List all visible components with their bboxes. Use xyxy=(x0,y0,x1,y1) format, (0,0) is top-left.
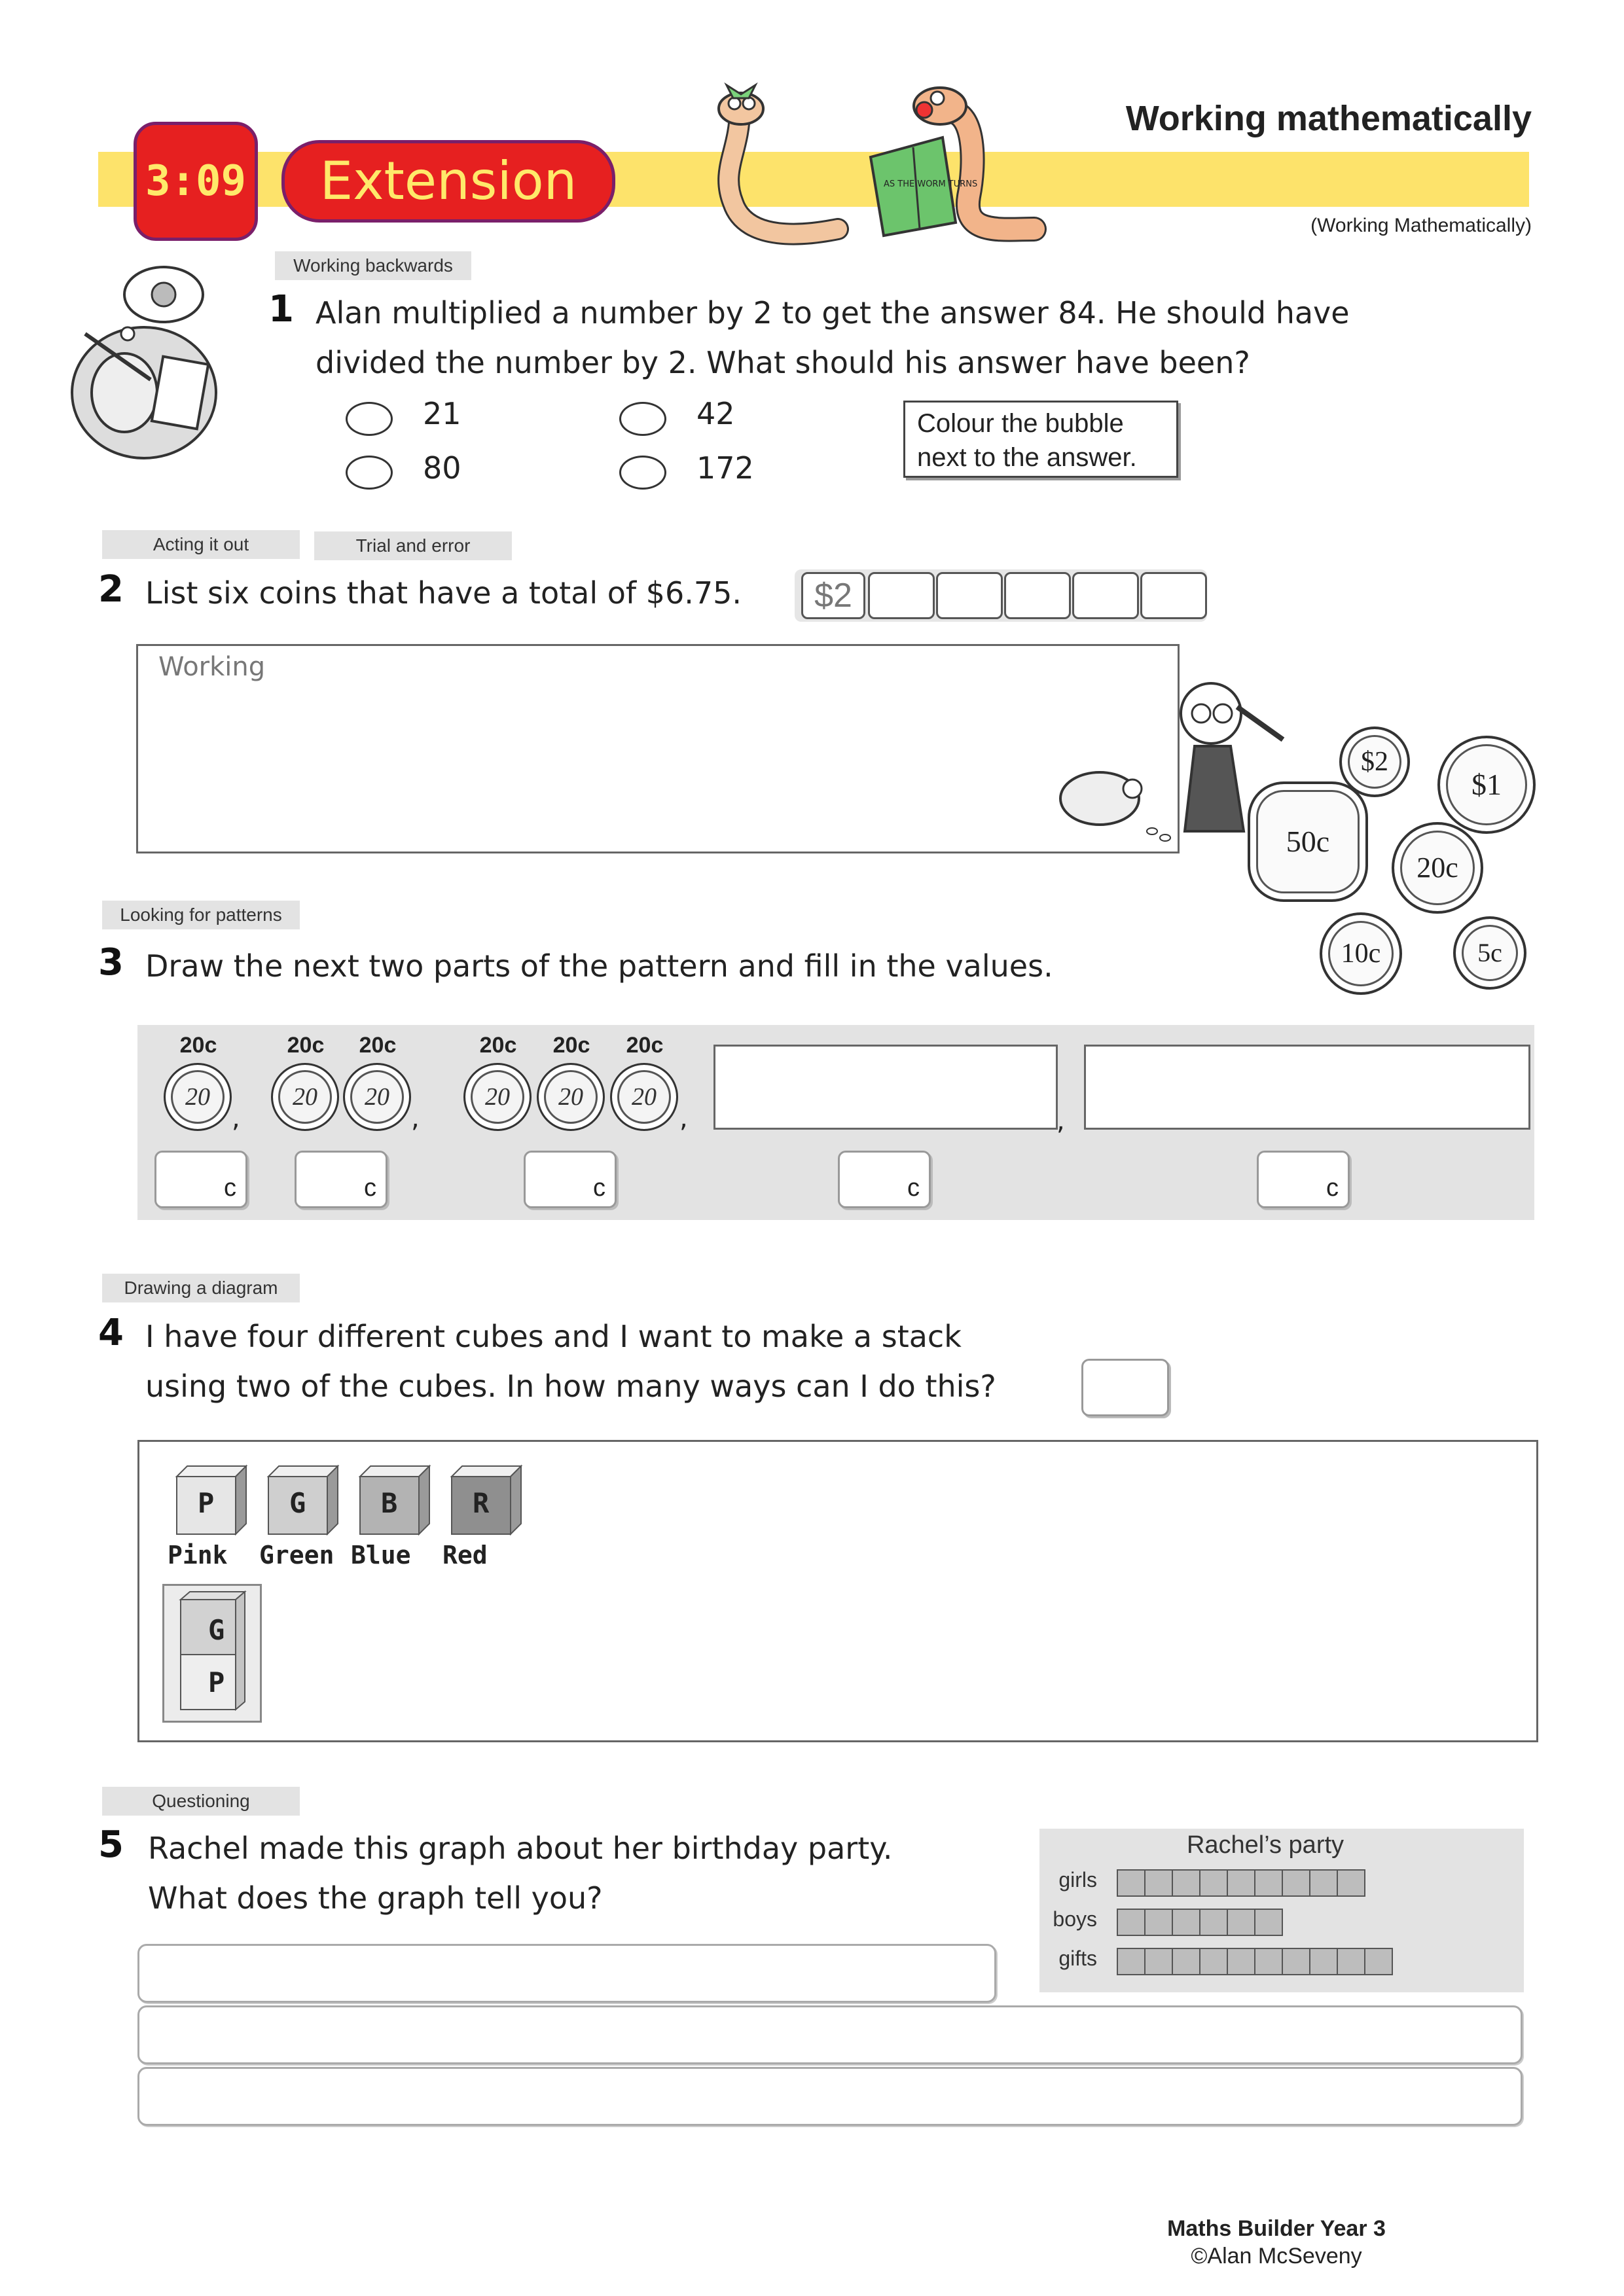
coin-answer-box[interactable] xyxy=(936,572,1003,619)
graph-bar-unit xyxy=(1364,1948,1393,1975)
book-cover-text: AS THE WORM TURNS xyxy=(884,179,978,189)
question-text: using two of the cubes. In how many ways can I do this? xyxy=(145,1369,996,1404)
graph-bar-unit xyxy=(1227,1869,1255,1897)
cent-unit: c xyxy=(593,1174,605,1202)
strategy-tag: Drawing a diagram xyxy=(102,1274,300,1302)
instruction-hint-box xyxy=(903,401,1178,478)
coin-20c-icon: 20 xyxy=(537,1063,605,1131)
cube-name: Green xyxy=(259,1541,334,1570)
answer-option: 172 xyxy=(696,450,754,486)
cent-unit: c xyxy=(1326,1174,1339,1202)
graph-bar-unit xyxy=(1172,1909,1200,1936)
answer-line[interactable] xyxy=(137,2005,1523,2064)
cube-letter: R xyxy=(473,1487,490,1519)
question-text: divided the number by 2. What should his answer have been? xyxy=(316,345,1250,380)
pattern-separator: , xyxy=(1056,1106,1065,1136)
question-text: What does the graph tell you? xyxy=(148,1880,603,1916)
cube-name: Blue xyxy=(351,1541,411,1570)
cent-unit: c xyxy=(224,1174,236,1202)
coin-label: 20c xyxy=(626,1033,664,1058)
coin-20c-icon: 20 xyxy=(271,1063,339,1131)
cube-letter: B xyxy=(381,1487,398,1519)
graph-bar-unit xyxy=(1144,1948,1173,1975)
graph-bar-unit xyxy=(1144,1869,1173,1897)
coin-answer-box[interactable] xyxy=(868,572,935,619)
pattern-separator: , xyxy=(232,1103,240,1134)
cube-name: Red xyxy=(442,1541,488,1570)
answer-option: 42 xyxy=(696,396,735,431)
graph-bar-unit xyxy=(1254,1909,1283,1936)
coin-50-cent: 50c xyxy=(1248,781,1368,902)
answer-line[interactable] xyxy=(137,1944,996,2003)
pattern-draw-box[interactable] xyxy=(713,1045,1058,1130)
graph-bar-unit xyxy=(1199,1869,1228,1897)
ways-answer-box[interactable] xyxy=(1081,1359,1169,1416)
coin-label: 20c xyxy=(359,1033,397,1058)
graph-category-label: girls xyxy=(1058,1868,1097,1892)
graph-bar-unit xyxy=(1117,1869,1146,1897)
hint-line: Colour the bubble xyxy=(917,409,1124,438)
diagram-area[interactable] xyxy=(137,1440,1538,1742)
working-area[interactable] xyxy=(136,644,1180,853)
value-answer-box[interactable] xyxy=(295,1151,388,1208)
page-title: Extension xyxy=(281,140,615,223)
cube-letter: P xyxy=(198,1487,215,1519)
coin-answer-box[interactable] xyxy=(1004,572,1071,619)
cent-unit: c xyxy=(364,1174,376,1202)
strategy-tag: Looking for patterns xyxy=(102,901,300,929)
stack-cube-letter: G xyxy=(208,1614,225,1646)
value-answer-box[interactable] xyxy=(1257,1151,1350,1208)
question-number: 4 xyxy=(98,1312,124,1354)
coin-label: 20c xyxy=(179,1033,217,1058)
coin-20c-icon: 20 xyxy=(164,1063,232,1131)
answer-bubble[interactable] xyxy=(346,402,393,436)
graph-bar-unit xyxy=(1117,1948,1146,1975)
question-text: Alan multiplied a number by 2 to get the answer 84. He should have xyxy=(316,295,1350,331)
worm-mascot-illustration xyxy=(694,72,1060,249)
footer-book-title: Maths Builder Year 3 xyxy=(1167,2216,1386,2241)
coin-20c-icon: 20 xyxy=(463,1063,532,1131)
answer-bubble[interactable] xyxy=(619,402,666,436)
thinking-character-illustration xyxy=(46,262,236,465)
value-answer-box[interactable] xyxy=(154,1151,247,1208)
graph-bar-unit xyxy=(1199,1909,1228,1936)
coin-20-cent: 20c xyxy=(1392,822,1483,914)
coin-20c-icon: 20 xyxy=(610,1063,678,1131)
graph-title: Rachel’s party xyxy=(1186,1831,1344,1859)
pattern-separator: , xyxy=(679,1103,688,1134)
graph-bar-unit xyxy=(1199,1948,1228,1975)
graph-bar-unit xyxy=(1227,1909,1255,1936)
question-number: 1 xyxy=(268,288,294,331)
graph-bar-unit xyxy=(1254,1869,1283,1897)
strategy-tag: Working backwards xyxy=(275,251,471,280)
strategy-tag: Questioning xyxy=(102,1787,300,1816)
graph-bar-unit xyxy=(1309,1869,1338,1897)
coin-label: 20c xyxy=(479,1033,517,1058)
section-number-badge: 3:09 xyxy=(134,122,258,241)
answer-line[interactable] xyxy=(137,2067,1523,2126)
graph-category-label: gifts xyxy=(1058,1946,1097,1970)
cube-name: Pink xyxy=(168,1541,228,1570)
working-label: Working xyxy=(158,652,266,682)
coin-answer-box[interactable] xyxy=(1140,572,1207,619)
pattern-separator: , xyxy=(411,1103,420,1134)
coin-20c-icon: 20 xyxy=(343,1063,411,1131)
answer-option: 80 xyxy=(423,450,461,486)
graph-bar-unit xyxy=(1144,1909,1173,1936)
coin-5-cent: 5c xyxy=(1453,916,1526,990)
coin-2-dollar: $2 xyxy=(1339,726,1410,797)
coin-10-cent: 10c xyxy=(1320,912,1402,995)
graph-bar-unit xyxy=(1282,1869,1310,1897)
category-title: Working mathematically xyxy=(1125,99,1532,138)
graph-bar-unit xyxy=(1254,1948,1283,1975)
cent-unit: c xyxy=(907,1174,920,1202)
coin-answer-box[interactable] xyxy=(1072,572,1139,619)
strategy-tag: Acting it out xyxy=(102,530,300,559)
answer-bubble[interactable] xyxy=(346,456,393,490)
footer-copyright: ©Alan McSeveny xyxy=(1191,2244,1362,2269)
cube-letter: G xyxy=(289,1487,306,1519)
graph-category-label: boys xyxy=(1053,1907,1097,1931)
graph-bar-unit xyxy=(1117,1909,1146,1936)
value-answer-box[interactable] xyxy=(838,1151,931,1208)
hint-line: next to the answer. xyxy=(917,443,1137,472)
graph-bar-unit xyxy=(1227,1948,1255,1975)
coin-label: 20c xyxy=(287,1033,325,1058)
graph-bar-unit xyxy=(1337,1948,1365,1975)
graph-bar-unit xyxy=(1282,1948,1310,1975)
coin-answer-box-filled: $2 xyxy=(801,572,865,619)
coin-1-dollar: $1 xyxy=(1437,736,1536,834)
graph-bar-unit xyxy=(1172,1869,1200,1897)
pattern-draw-box[interactable] xyxy=(1084,1045,1530,1130)
graph-bar-unit xyxy=(1172,1948,1200,1975)
question-number: 2 xyxy=(98,568,124,611)
question-text: Rachel made this graph about her birthday party. xyxy=(148,1831,893,1866)
question-text: I have four different cubes and I want to make a stack xyxy=(145,1319,962,1354)
stack-cube-letter: P xyxy=(208,1666,225,1698)
value-answer-box[interactable] xyxy=(524,1151,617,1208)
answer-option: 21 xyxy=(423,396,461,431)
answer-bubble[interactable] xyxy=(619,456,666,490)
question-number: 3 xyxy=(98,941,124,984)
category-subtitle: (Working Mathematically) xyxy=(1310,215,1532,236)
graph-bar-unit xyxy=(1337,1869,1365,1897)
graph-bar-unit xyxy=(1309,1948,1338,1975)
question-text: Draw the next two parts of the pattern and fill in the values. xyxy=(145,948,1053,984)
question-number: 5 xyxy=(98,1823,124,1866)
strategy-tag: Trial and error xyxy=(314,531,512,560)
question-text: List six coins that have a total of $6.75. xyxy=(145,575,742,611)
coin-label: 20c xyxy=(552,1033,590,1058)
